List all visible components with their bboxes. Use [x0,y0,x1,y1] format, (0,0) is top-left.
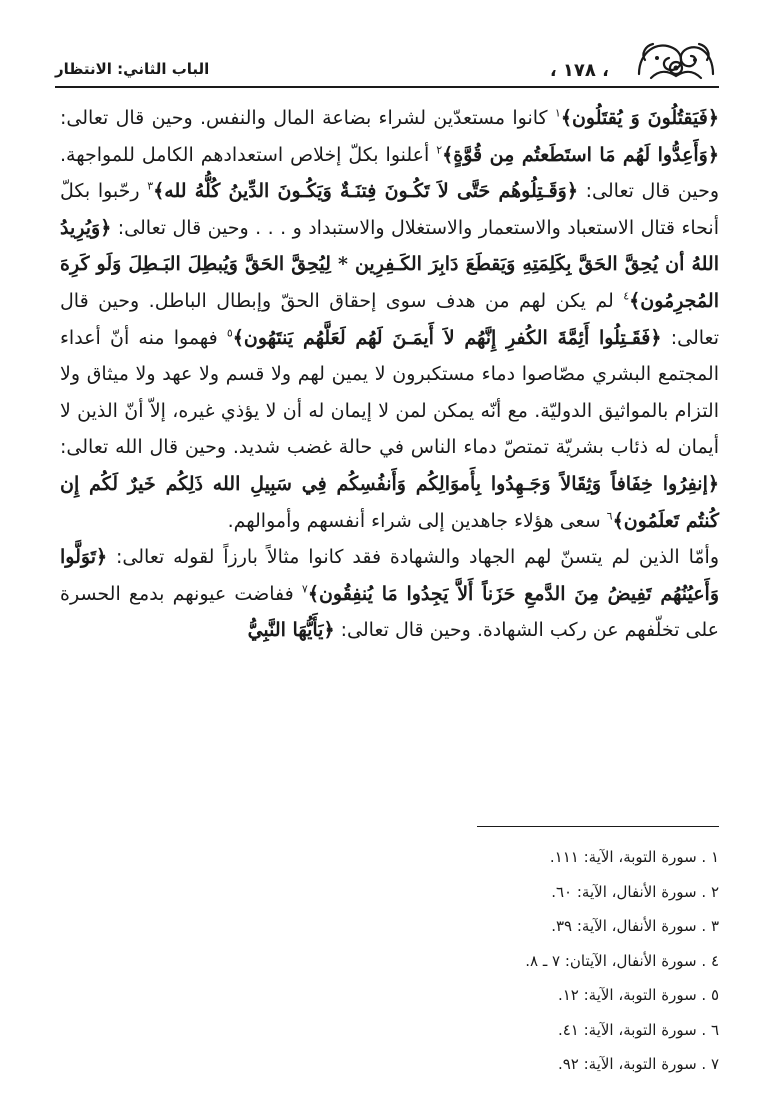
paragraph-text: وأمّا الذين لم يتسنّ لهم الجهاد والشهادة فقد كانوا مثالاً بارزاً لقوله تعالى: [107,546,719,569]
footnote-divider [477,826,719,827]
paragraph-text: فهموا منه أنّ أعداء المجتمع البشري مصّاصوا دماء مستكبرون لا يمين لهم ولا قسم ولا عهد ولا ميثاق ولا التزام بالمواثيق الدوليّة. مع أنّه يمكن لمن لا إيمان له أن لا يؤذي غيره، إلاّ أنّ الذين لا أيمان له ذئاب بشريّة تمتصّ دماء الناس في حالة غضب شديد. وحين قال الله تعالى: [60,326,719,459]
footnotes-list [299,840,719,1082]
footnote-item: ٧ . سورة التوبة، الآية: ٩٢. [557,1055,719,1073]
paragraph-text: ففاضت عيونهم بدمع الحسرة على تخلّفهم عن ركب الشهادة. وحين قال تعالى: [60,582,719,642]
footnote-ref[interactable]: ٣ [147,179,154,193]
footnote-item: ٦ . سورة التوبة، الآية: ٤١. [557,1020,719,1039]
footnote-item: ١ . سورة التوبة، الآية: ١١١. [549,848,719,866]
footnote-item: ٣ . سورة الأنفال، الآية: ٣٩. [551,917,719,935]
page-header [55,30,719,86]
footnote-ref[interactable]: ٧ [301,582,308,596]
paragraph-text: سعى هؤلاء جاهدين إلى شراء أنفسهم وأموالهم. [227,509,607,532]
footnote-ref[interactable]: ٢ [436,143,443,157]
footnote-ref[interactable]: ٥ [226,326,233,340]
running-title: الباب الثاني: الانتظار [55,60,210,78]
quran-verse: ﴿فَيَقتُلُونَ وَ يُقتَلُون﴾ [560,107,719,129]
arabesque-ornament-icon [633,30,719,86]
quran-verse: ﴿وَأَعِدُّوا لَهُم مَا استَطَعتُم مِن قُوَّةٍ﴾ [442,143,719,166]
footnote-item: ٤ . سورة الأنفال، الآيتان: ٧ ـ ٨. [525,951,719,970]
quran-verse: ﴿يَأَيُّهَا النَّبِيُّ [247,619,335,642]
body-text [60,100,719,649]
quran-verse: ﴿وَقَـتِلُوهُم حَتَّى لاَ تَكُـونَ فِتنَـةٌ وَيَكُـونَ الدِّينُ كُلُّهُ لله﴾ [153,180,578,203]
paragraph-2 [60,539,719,649]
paragraph-text: أعلنوا بكلّ إخلاص استعدادهم الكامل للمواجهة. وحين قال تعالى: [60,143,719,203]
paragraph-text: لم يكن لهم من هدف سوى إحقاق الحقّ وإبطال الباطل. وحين قال تعالى: [60,289,720,349]
footnote-ref[interactable]: ٦ [606,509,613,523]
paragraph-text: كانوا مستعدّين لشراء بضاعة المال والنفس. وحين قال تعالى: [60,107,555,129]
footnote-ref[interactable]: ٤ [623,289,630,303]
footnote-item: ٢ . سورة الأنفال، الآية: ٦٠. [551,882,719,901]
quran-verse: ﴿تَوَلَّوا وَأَعيُنُهُم تَفِيضُ مِنَ الدَّمعِ حَزَناً أَلاَّ يَجِدُوا مَا يُنفِقُون﴾ [60,546,719,605]
quran-verse: ﴿وَيُرِيدُ اللهُ أن يُحِقَّ الحَقَّ بِكَلِمَتِهِ وَيَقطَعَ دَابِرَ الكَـفِرِين * لِيُحِقَّ الحَقَّ وَيُبطِلَ البَـطِلَ وَلَو كَرِهَ المُجرِمُون﴾ [60,216,719,312]
paragraph-text: رحّبوا بكلّ أنحاء قتال الاستعباد والاستعمار والاستغلال والاستبداد و . . . وحين قال تعالى: [60,180,719,239]
header-divider [55,86,719,88]
footnote-item: ٥ . سورة التوبة، الآية: ١٢. [557,986,719,1004]
footnote-ref[interactable]: ١ [554,106,561,120]
quran-verse: ﴿إنفِرُوا خِفَافاً وَثِقَالاً وَجَـهِدُوا بِأَموَالِكُم وَأَنفُسِكُم فِي سَبِيلِ الله ذَلِكُم خَيرٌ لَكُم إِن كُنتُم تَعلَمُون﴾ [60,472,719,532]
quran-verse: ﴿فَقَـتِلُوا أَئِمَّةَ الكُفرِ إِنَّهُم لاَ أَيمَـنَ لَهُم لَعَلَّهُم يَنتَهُون﴾ [232,326,662,349]
page-number: ، ١٧٨ ، [549,60,609,81]
paragraph-1 [60,100,719,539]
